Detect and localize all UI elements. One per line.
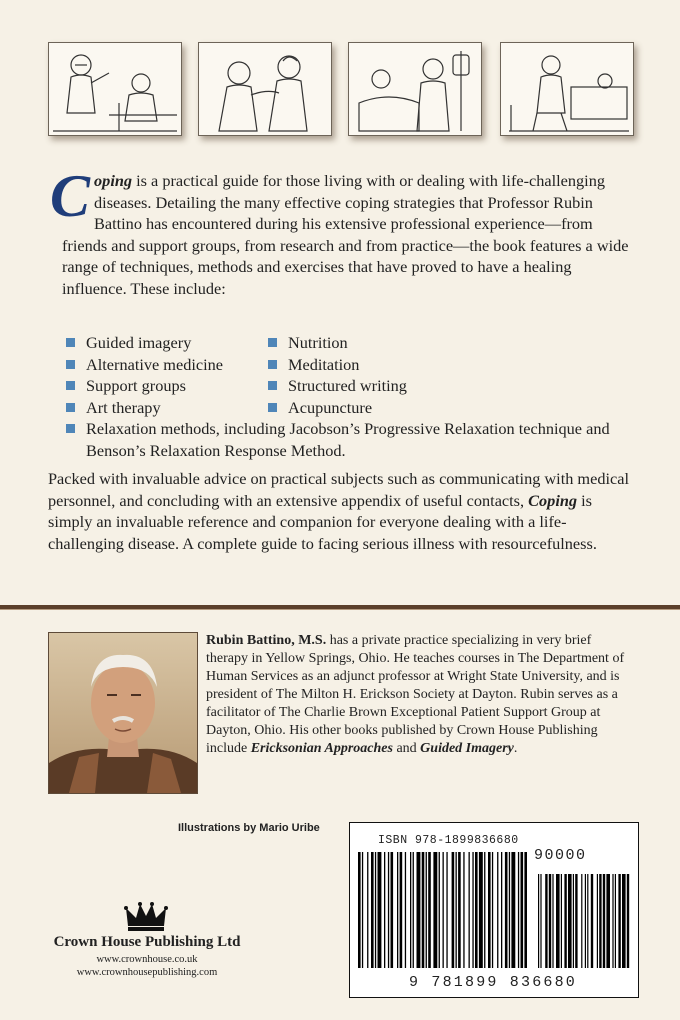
addon-barcode-bar	[568, 874, 572, 968]
list-item: Structured writing	[268, 375, 407, 397]
author-photo	[48, 632, 198, 794]
illustration-panel-3	[348, 42, 482, 136]
addon-barcode-bar	[587, 874, 588, 968]
illustration-panel-1	[48, 42, 182, 136]
addon-barcode-bar	[561, 874, 562, 968]
addon-barcode-bar	[573, 874, 574, 968]
addon-barcode-bar	[599, 874, 601, 968]
barcode-bar	[458, 852, 461, 968]
barcode-bar	[397, 852, 398, 968]
author-portrait-image	[49, 633, 197, 793]
addon-barcode-bar	[581, 874, 582, 968]
book-title-ericksonian: Ericksonian Approaches	[250, 741, 393, 756]
bullet-square-icon	[66, 403, 75, 412]
price-code: 90000	[534, 847, 587, 864]
barcode-bar	[443, 852, 444, 968]
barcode-bar	[410, 852, 411, 968]
barcode-bar	[518, 852, 519, 968]
publisher-name: Crown House Publishing Ltd	[53, 934, 241, 950]
barcode-bar	[469, 852, 470, 968]
barcode-bar	[439, 852, 440, 968]
list-item: Nutrition	[268, 332, 348, 354]
barcode-bar	[384, 852, 385, 968]
barcode-bar	[417, 852, 421, 968]
barcode-bar	[391, 852, 394, 968]
addon-barcode-bar	[618, 874, 620, 968]
bullet-square-icon	[66, 424, 75, 433]
technique-list	[66, 332, 636, 461]
drop-cap: C	[50, 163, 91, 229]
addon-barcode-bar	[549, 874, 551, 968]
barcode-bar	[511, 852, 515, 968]
barcode-bar	[375, 852, 376, 968]
addon-barcode-bar	[540, 874, 541, 968]
illustration-panel-4	[500, 42, 634, 136]
barcode-digits: 9 781899 836680	[408, 974, 578, 991]
bullet-square-icon	[268, 360, 277, 369]
illustration-credit: Illustrations by Mario Uribe	[178, 822, 320, 834]
barcode-bar	[405, 852, 406, 968]
barcode-bar	[497, 852, 498, 968]
barcode-bars	[352, 846, 634, 970]
author-name: Rubin Battino, M.S.	[206, 633, 327, 648]
addon-barcode-bar	[585, 874, 586, 968]
book-title-coping: oping	[94, 171, 133, 190]
list-item: Support groups	[66, 375, 186, 397]
addon-barcode-bar	[552, 874, 553, 968]
addon-barcode-bar	[622, 874, 626, 968]
list-item: Acupuncture	[268, 397, 372, 419]
bullet-square-icon	[268, 403, 277, 412]
author-bio: Rubin Battino, M.S. has a private practice specializing in very brief therapy in Yellow Springs, Ohio. He teaches courses in The Department of Human Services as an adjunct professor at Wright State University, and is president of The Milton H. Erickson Society at Dayton. Rubin serves as a facilitator of The Charlie Brown Exceptional Patient Support Group at Dayton, Ohio. His other books published by Crown House Publishing include Ericksonian Approaches and Guided Imagery.	[206, 633, 625, 756]
barcode-bar	[422, 852, 425, 968]
barcode-bar	[521, 852, 524, 968]
barcode-bar	[433, 852, 437, 968]
barcode-bar	[371, 852, 374, 968]
barcode-bar	[484, 852, 485, 968]
addon-barcode-bar	[575, 874, 577, 968]
addon-barcode-bar	[603, 874, 605, 968]
barcode-bar	[426, 852, 427, 968]
book-title-coping-inline: Coping	[528, 490, 578, 510]
addon-barcode-bar	[612, 874, 613, 968]
list-item: Art therapy	[66, 397, 161, 419]
barcode-bar	[428, 852, 431, 968]
list-item: Guided imagery	[66, 332, 191, 354]
publisher-url-com: www.crownhousepublishing.com	[76, 967, 218, 978]
visitor-illustration	[501, 43, 633, 135]
barcode-bar	[492, 852, 493, 968]
book-title-guided-imagery: Guided Imagery	[420, 741, 514, 756]
doctor-patient-illustration	[49, 43, 181, 135]
comforting-illustration	[199, 43, 331, 135]
addon-barcode-bar	[615, 874, 616, 968]
addon-barcode-bar	[564, 874, 566, 968]
list-item: Meditation	[268, 354, 359, 376]
bedside-illustration	[349, 43, 481, 135]
barcode-bar	[505, 852, 508, 968]
barcode-bar	[378, 852, 382, 968]
section-divider-shadow	[0, 609, 680, 610]
barcode-bar	[388, 852, 389, 968]
barcode-bar	[524, 852, 527, 968]
crown-logo-icon	[124, 902, 168, 932]
barcode-bar	[501, 852, 502, 968]
barcode-bar	[358, 852, 361, 968]
intro-paragraph	[50, 163, 634, 299]
barcode-bar	[452, 852, 455, 968]
barcode-bar	[475, 852, 478, 968]
barcode-bar	[479, 852, 483, 968]
bullet-square-icon	[268, 338, 277, 347]
addon-barcode-bar	[606, 874, 610, 968]
addon-barcode-bar	[627, 874, 629, 968]
addon-barcode-bar	[556, 874, 560, 968]
barcode-bar	[456, 852, 457, 968]
bullet-square-icon	[66, 381, 75, 390]
barcode-bar	[472, 852, 473, 968]
publisher-url-uk: www.crownhouse.co.uk	[96, 954, 198, 965]
bullet-square-icon	[66, 360, 75, 369]
illustration-panel-2	[198, 42, 332, 136]
isbn-number: ISBN 978-1899836680	[378, 834, 519, 847]
list-item: Alternative medicine	[66, 354, 223, 376]
bullet-square-icon	[268, 381, 277, 390]
intro-text: is a practical guide for those living with or dealing with life-challenging diseases. Detailing the many effective coping strategies that Professor Rubin Battino has encountered during his extensive professional experience—from friends and support groups, from research and from practice—the book features a wide range of techniques, methods and exercises that have proved to have a healing influence. These include:	[62, 171, 629, 298]
barcode-bar	[413, 852, 414, 968]
barcode-bar	[400, 852, 403, 968]
barcode-bar	[362, 852, 363, 968]
barcode-bar	[509, 852, 510, 968]
addon-barcode-bar	[591, 874, 593, 968]
barcode-bar	[446, 852, 447, 968]
list-item-relaxation: Relaxation methods, including Jacobson’s Progressive Relaxation technique and Benson’s Relaxation Response Method.	[66, 418, 636, 461]
summary-paragraph: Packed with invaluable advice on practical subjects such as communicating with medical personnel, and concluding with an extensive appendix of useful contacts, Coping is simply an invaluable reference and companion for everyone dealing with a life-challenging disease. A complete guide to facing serious illness with resourcefulness.	[48, 469, 629, 553]
bullet-square-icon	[66, 338, 75, 347]
addon-barcode-bar	[545, 874, 547, 968]
addon-barcode-bar	[538, 874, 539, 968]
addon-barcode-bar	[597, 874, 598, 968]
barcode-bar	[367, 852, 368, 968]
barcode-bar	[463, 852, 464, 968]
barcode-bar	[488, 852, 491, 968]
